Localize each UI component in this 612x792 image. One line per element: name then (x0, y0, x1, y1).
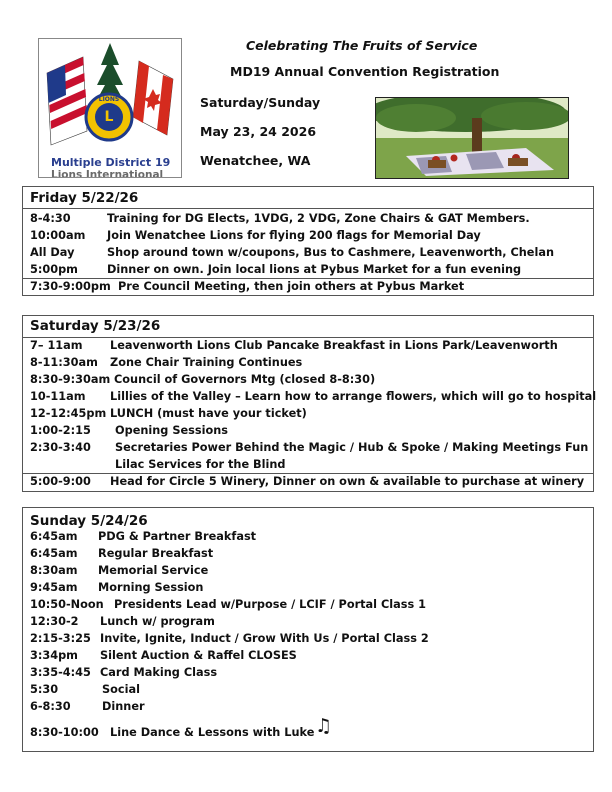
event-days: Saturday/Sunday (200, 95, 321, 110)
list-item (30, 371, 375, 388)
item-desc: Opening Sessions (115, 424, 228, 437)
item-time: 5:30 (30, 683, 59, 696)
list-item (30, 278, 464, 295)
saturday-schedule (22, 315, 597, 492)
item-desc: Lilac Services for the Blind (115, 458, 286, 471)
item-desc: Regular Breakfast (98, 547, 214, 560)
item-desc: LUNCH (must have your ticket) (110, 407, 307, 420)
item-time: 5:00pm (30, 263, 78, 276)
item-desc: Zone Chair Training Continues (110, 356, 303, 369)
item-time: 6:45am (30, 547, 78, 560)
item-desc: Leavenworth Lions Club Pancake Breakfast in Lions Park/Leavenworth (110, 339, 558, 352)
item-time: 6-8:30 (30, 700, 71, 713)
item-time: 8:30am (30, 564, 78, 577)
list-item (30, 261, 521, 278)
event-title: Celebrating The Fruits of Service (246, 38, 478, 53)
item-desc: Line Dance & Lessons with Luke (110, 726, 315, 739)
list-item (30, 724, 314, 741)
item-time: 8:30-10:00 (30, 726, 99, 739)
item-time: 3:35-4:45 (30, 666, 91, 679)
item-time: 10-11am (30, 390, 86, 403)
list-item (30, 596, 426, 613)
logo-org-label: Lions International (51, 169, 164, 178)
list-item (30, 422, 228, 439)
item-desc: Lunch w/ program (100, 615, 215, 628)
item-desc: Council of Governors Mtg (closed 8-8:30) (114, 373, 376, 386)
list-item (30, 630, 429, 647)
list-item (30, 456, 286, 473)
sunday-heading: Sunday 5/24/26 (30, 513, 148, 529)
item-desc: Dinner on own. Join local lions at Pybus Market for a fun evening (107, 263, 522, 276)
event-dates: May 23, 24 2026 (200, 124, 317, 139)
sunday-schedule (22, 507, 594, 752)
music-note-icon: ♫ (315, 715, 333, 737)
item-desc: Head for Circle 5 Winery, Dinner on own & available to purchase at winery (110, 475, 585, 488)
item-desc: Silent Auction & Raffel CLOSES (100, 649, 297, 662)
friday-divider (23, 208, 593, 209)
item-time: 7:30-9:00pm (30, 280, 111, 293)
item-desc: Training for DG Elects, 1VDG, 2 VDG, Zone Chairs & GAT Members. (107, 212, 530, 225)
list-item (30, 664, 217, 681)
list-item (30, 647, 297, 664)
item-desc: Secretaries Power Behind the Magic / Hub & Spoke / Making Meetings Fun (115, 441, 589, 454)
item-desc: PDG & Partner Breakfast (98, 530, 257, 543)
item-desc: Dinner (102, 700, 145, 713)
item-desc: Pre Council Meeting, then join others at Pybus Market (118, 280, 465, 293)
list-item (30, 681, 140, 698)
item-desc: Join Wenatchee Lions for flying 200 flags for Memorial Day (107, 229, 481, 242)
list-item (30, 579, 203, 596)
item-desc: Morning Session (98, 581, 204, 594)
saturday-heading: Saturday 5/23/26 (30, 318, 161, 334)
emblem-l-letter: L (104, 109, 114, 125)
list-item (30, 473, 584, 490)
list-item (30, 613, 215, 630)
list-item (30, 439, 588, 456)
friday-heading: Friday 5/22/26 (30, 190, 139, 206)
item-time: 3:34pm (30, 649, 78, 662)
item-time: 6:45am (30, 530, 78, 543)
list-item (30, 337, 558, 354)
event-subtitle: MD19 Annual Convention Registration (230, 64, 500, 79)
list-item (30, 698, 145, 715)
item-time: 10:00am (30, 229, 86, 242)
item-time: 5:00-9:00 (30, 475, 91, 488)
list-item (30, 210, 530, 227)
list-item (30, 388, 596, 405)
item-time: 10:50-Noon (30, 598, 104, 611)
emblem-text: LIONS (98, 96, 120, 103)
list-item (30, 405, 307, 422)
list-item (30, 227, 481, 244)
list-item (30, 562, 208, 579)
item-desc: Invite, Ignite, Induct / Grow With Us / Portal Class 2 (100, 632, 429, 645)
list-item (30, 244, 554, 261)
item-time: 7– 11am (30, 339, 83, 352)
item-time: 8-4:30 (30, 212, 71, 225)
list-item (30, 528, 256, 545)
item-desc: Presidents Lead w/Purpose / LCIF / Portal Class 1 (114, 598, 427, 611)
list-item (30, 545, 213, 562)
item-time: 1:00-2:15 (30, 424, 91, 437)
item-time: 9:45am (30, 581, 78, 594)
item-time: 8-11:30am (30, 356, 98, 369)
logo-district-label: Multiple District 19 (51, 156, 171, 169)
item-time: 8:30-9:30am (30, 373, 111, 386)
item-time: 12-12:45pm (30, 407, 107, 420)
friday-schedule (22, 186, 594, 296)
item-time: All Day (30, 246, 75, 259)
item-time: 2:15-3:25 (30, 632, 91, 645)
item-desc: Memorial Service (98, 564, 209, 577)
event-location: Wenatchee, WA (200, 153, 311, 168)
list-item (30, 354, 302, 371)
item-time: 12:30-2 (30, 615, 79, 628)
item-desc: Card Making Class (100, 666, 218, 679)
picnic-tree-image (376, 98, 568, 178)
lions-logo (38, 38, 182, 178)
item-desc: Lillies of the Valley – Learn how to arrange flowers, which will go to hospital (110, 390, 597, 403)
item-desc: Social (102, 683, 140, 696)
item-time: 2:30-3:40 (30, 441, 91, 454)
picnic-photo (375, 97, 569, 179)
item-desc: Shop around town w/coupons, Bus to Cashmere, Leavenworth, Chelan (107, 246, 554, 259)
